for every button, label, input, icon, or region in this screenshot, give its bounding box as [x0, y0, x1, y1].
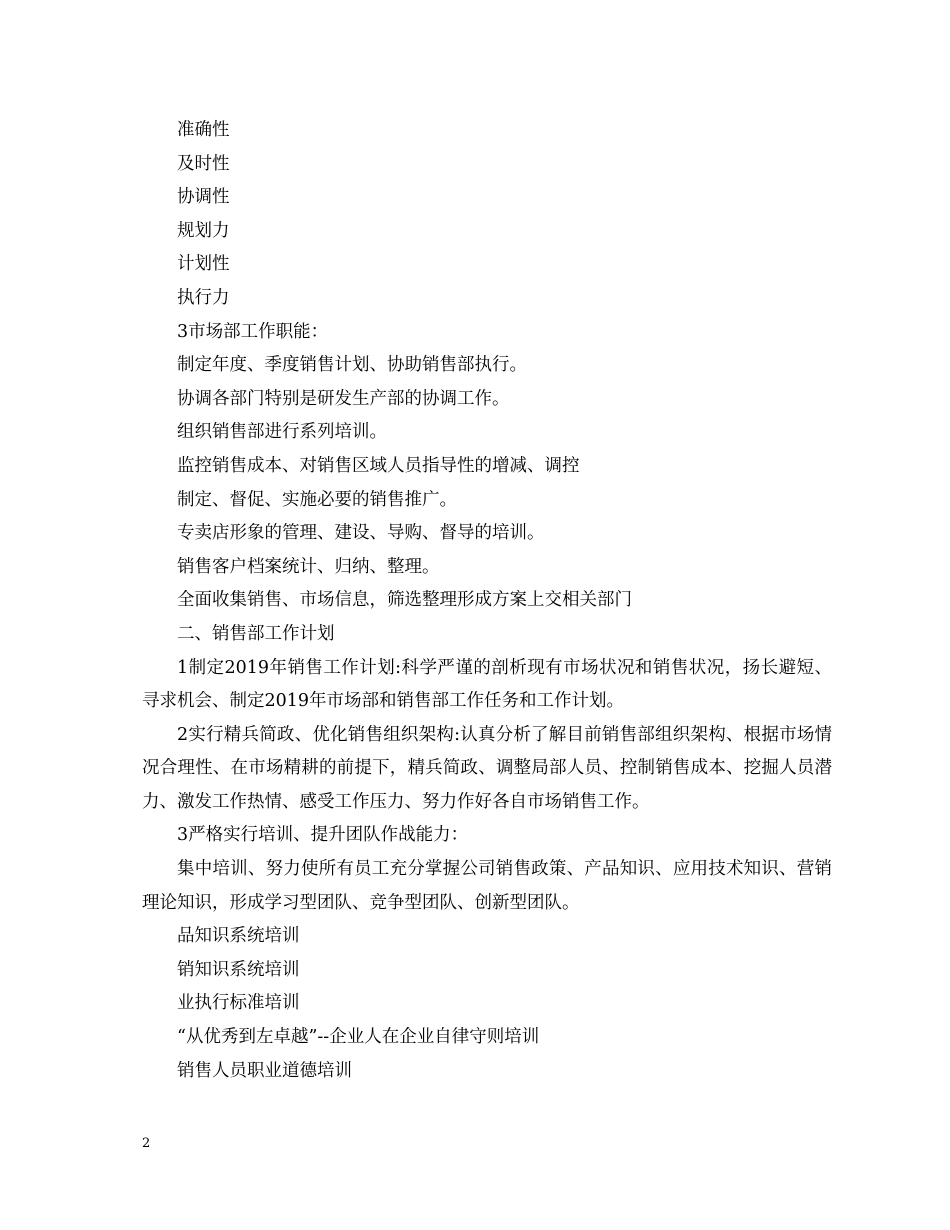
- list-item: 执行力: [177, 287, 230, 308]
- function-item: 全面收集销售、市场信息，筛选整理形成方案上交相关部门: [177, 590, 632, 611]
- training-item: 品知识系统培训: [177, 926, 300, 947]
- function-item: 组织销售部进行系列培训。: [177, 422, 387, 443]
- list-item: 及时性: [177, 153, 230, 174]
- plan-paragraph: 1制定2019年销售工作计划:科学严谨的剖析现有市场状况和销售状况，扬长避短、寻求机会、制定2019年市场部和销售部工作任务和工作计划。: [142, 657, 832, 712]
- training-item: 销知识系统培训: [177, 959, 300, 980]
- plan-paragraph: 2实行精兵简政、优化销售组织架构:认真分析了解目前销售部组织架构、根据市场情况合理性、在市场精耕的前提下，精兵简政、调整局部人员、控制销售成本、挖掘人员潜力、激发工作热情、感受工作压力、努力作好各自市场销售工作。: [142, 724, 832, 812]
- training-paragraph: 集中培训、努力使所有员工充分掌握公司销售政策、产品知识、应用技术知识、营销理论知识，形成学习型团队、竞争型团队、创新型团队。: [142, 859, 832, 913]
- function-item: 销售客户档案统计、归纳、整理。: [177, 556, 440, 577]
- list-item: 计划性: [177, 254, 230, 275]
- function-item: 制定、督促、实施必要的销售推广。: [177, 489, 457, 510]
- training-item: “从优秀到左卓越”--企业人在企业自律守则培训: [177, 1027, 540, 1048]
- section-heading: 3严格实行培训、提升团队作战能力：: [177, 825, 469, 846]
- function-item: 协调各部门特别是研发生产部的协调工作。: [177, 388, 510, 409]
- list-item: 协调性: [177, 187, 230, 208]
- list-item: 规划力: [177, 220, 230, 241]
- training-item: 业执行标准培训: [177, 993, 300, 1014]
- section-heading: 3市场部工作职能：: [177, 321, 329, 342]
- function-item: 制定年度、季度销售计划、协助销售部执行。: [177, 355, 527, 376]
- page-number: 2: [142, 1136, 151, 1151]
- list-item: 准确性: [177, 120, 230, 140]
- document-body: [142, 114, 832, 1088]
- section-heading: 二、销售部工作计划: [177, 623, 335, 644]
- training-item: 销售人员职业道德培训: [177, 1060, 352, 1081]
- function-item: 专卖店形象的管理、建设、导购、督导的培训。: [177, 523, 545, 544]
- function-item: 监控销售成本、对销售区域人员指导性的增减、调控: [177, 455, 580, 476]
